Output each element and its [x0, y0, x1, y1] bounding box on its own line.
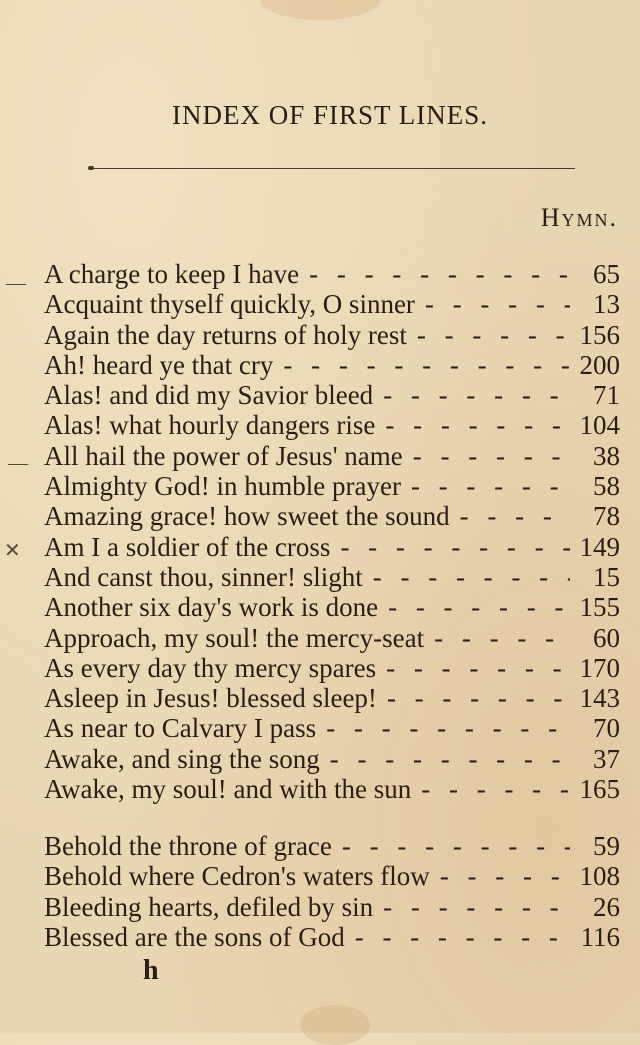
dot-leader: [363, 562, 570, 592]
index-row: [44, 713, 620, 743]
hymn-number: 60: [593, 622, 620, 653]
index-row: [44, 289, 620, 319]
first-line: Alas! what hourly dangers rise: [44, 410, 376, 441]
dot-leader: [411, 774, 570, 804]
first-line: Amazing grace! how sweet the sound: [44, 501, 450, 532]
first-line: Approach, my soul! the mercy-seat: [44, 622, 425, 653]
index-row: [44, 653, 620, 683]
hymn-number: 156: [579, 319, 620, 350]
index-row: [44, 861, 620, 891]
first-line: Bleeding hearts, defiled by sin: [44, 891, 374, 922]
first-line: Behold the throne of grace: [44, 831, 332, 861]
dot-leader: [330, 532, 570, 562]
margin-mark: —: [8, 452, 28, 474]
index-section-b: [44, 831, 620, 952]
index-row: [44, 774, 620, 804]
dot-leader: [375, 410, 570, 440]
dot-leader: [332, 831, 570, 861]
dot-leader: [424, 623, 570, 653]
first-line: A charge to keep I have: [44, 259, 300, 289]
index-row: [44, 532, 620, 562]
dot-leader: [320, 744, 570, 774]
first-line: Alas! and did my Savior bleed: [44, 380, 374, 411]
dot-leader: [316, 713, 570, 743]
dot-leader: [376, 653, 570, 683]
hymn-number: 58: [593, 471, 620, 502]
hymn-number: 71: [593, 380, 620, 411]
first-line: Behold where Cedron's waters flow: [44, 861, 430, 892]
dot-leader: [430, 861, 570, 891]
first-line: Ah! heard ye that cry: [44, 349, 274, 380]
index-row: [44, 922, 620, 952]
index-row: [44, 350, 620, 380]
first-line: Am I a soldier of the cross: [44, 531, 331, 562]
first-line: Another six day's work is done: [44, 592, 379, 623]
hymn-number: 170: [579, 652, 620, 683]
first-line: Asleep in Jesus! blessed sleep!: [44, 683, 377, 714]
first-line: And canst thou, sinner! slight: [44, 561, 363, 592]
paper-stain: [260, 0, 380, 20]
dot-leader: [450, 501, 570, 531]
hymn-number: 78: [593, 501, 620, 532]
index-row: [44, 441, 620, 471]
first-line: Awake, my soul! and with the sun: [44, 774, 412, 805]
index-row: [44, 623, 620, 653]
index-row: [44, 592, 620, 622]
first-line: As near to Calvary I pass: [44, 713, 317, 744]
hymn-number: 143: [579, 683, 620, 714]
first-line: Again the day returns of holy rest: [44, 319, 407, 350]
hymn-number: 116: [580, 921, 620, 952]
index-row: [44, 410, 620, 440]
hymn-number: 59: [593, 831, 620, 861]
index-row: [44, 380, 620, 410]
hymn-number: 165: [579, 774, 620, 805]
hymn-number: 108: [579, 861, 620, 892]
hymn-number: 149: [579, 531, 620, 562]
index-row: [44, 320, 620, 350]
paper-stain: [300, 1005, 370, 1045]
first-line: Awake, and sing the song: [44, 743, 320, 774]
index-row: [44, 744, 620, 774]
hymn-number: 200: [579, 349, 620, 380]
index-row: [44, 471, 620, 501]
hymn-number: 155: [579, 592, 620, 623]
index-row: [44, 831, 620, 861]
first-line: As every day thy mercy spares: [44, 652, 377, 683]
first-line: Almighty God! in humble prayer: [44, 471, 401, 502]
dot-leader: [407, 320, 570, 350]
index-row: [44, 259, 620, 289]
hymn-number: 104: [579, 410, 620, 441]
signature-mark: h: [143, 955, 159, 986]
dot-leader: [345, 922, 570, 952]
first-line: Acquaint thyself quickly, O sinner: [44, 289, 415, 320]
hymn-number: 38: [593, 440, 620, 471]
index-section-a: [44, 259, 620, 804]
dot-leader: [377, 683, 570, 713]
hymn-number: 37: [593, 743, 620, 774]
dot-leader: [403, 441, 570, 471]
page-title: INDEX OF FIRST LINES.: [171, 100, 489, 130]
index-row: [44, 562, 620, 592]
title-rule: [90, 168, 575, 169]
hymn-number: 13: [593, 289, 620, 320]
dot-leader: [373, 380, 570, 410]
dot-leader: [373, 892, 570, 922]
hymn-number: 26: [593, 891, 620, 922]
column-header-hymn: Hymn.: [540, 203, 618, 232]
first-line: All hail the power of Jesus' name: [44, 440, 403, 471]
margin-mark: ✕: [4, 540, 21, 562]
index-row: [44, 892, 620, 922]
index-row: [44, 501, 620, 531]
dot-leader: [401, 471, 570, 501]
dot-leader: [299, 259, 570, 289]
hymn-number: 65: [593, 259, 620, 289]
dot-leader: [273, 350, 570, 380]
hymn-number: 15: [593, 561, 620, 592]
dot-leader: [378, 592, 570, 622]
first-line: Blessed are the sons of God: [44, 921, 345, 952]
index-row: [44, 683, 620, 713]
dot-leader: [415, 289, 570, 319]
hymn-number: 70: [593, 713, 620, 744]
margin-mark: —: [6, 272, 26, 294]
